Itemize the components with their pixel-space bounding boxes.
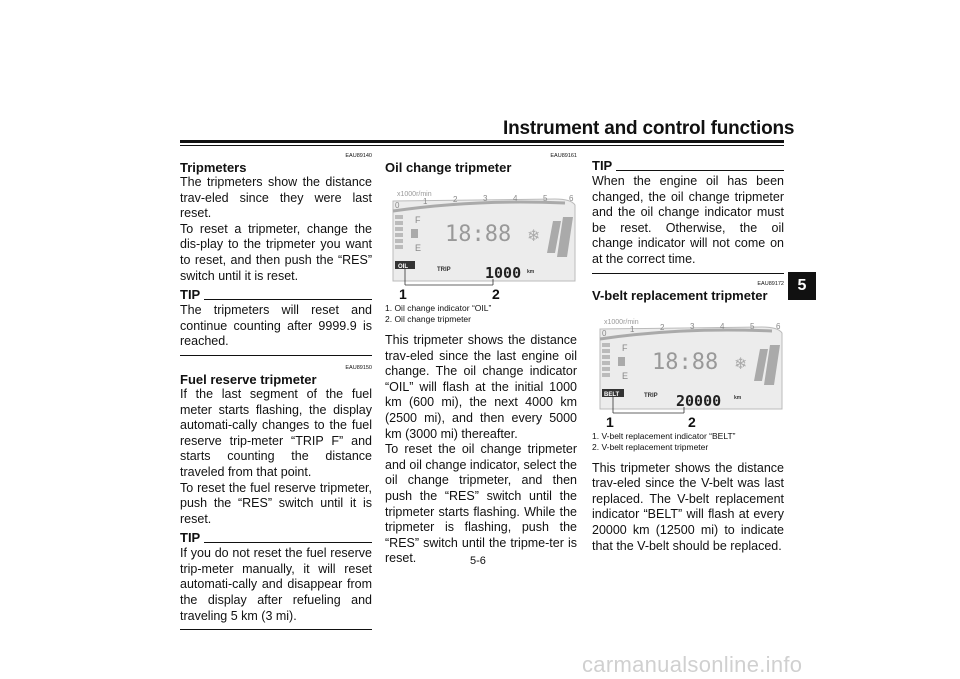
callout-2: 2 <box>492 286 500 301</box>
clock-display: 18:88 <box>652 349 719 375</box>
tick-label: 3 <box>483 194 488 203</box>
rpm-label: x1000r/min <box>604 318 639 326</box>
snowflake-icon: ❄ <box>527 226 541 245</box>
trip-value: 20000 <box>676 391 722 410</box>
trip-label: TRIP <box>644 392 658 399</box>
callout-1: 1 <box>606 413 614 429</box>
tip-header <box>180 530 372 546</box>
page-number: 5-6 <box>470 555 486 567</box>
tip-end-rule <box>592 268 784 274</box>
tick-label: 0 <box>602 328 607 338</box>
tip-end-rule <box>180 350 372 356</box>
heading-fuel-reserve: Fuel reserve tripmeter <box>180 371 317 387</box>
fuel-pump-icon <box>618 357 625 366</box>
tick-label: 1 <box>423 197 428 206</box>
instrument-display-illustration <box>385 181 577 301</box>
tip-label: TIP <box>180 530 201 546</box>
oil-indicator-text: OIL <box>398 264 408 270</box>
figure-caption: 2. Oil change tripmeter <box>385 314 471 324</box>
fuel-pump-icon <box>411 229 418 238</box>
tip-header <box>592 158 784 174</box>
paragraph: To reset the fuel reserve tripmeter, push the “RES” switch until it is reset. <box>180 480 372 526</box>
oil-figure <box>385 181 577 301</box>
tip-header <box>180 287 372 303</box>
unit-label: km <box>734 394 742 401</box>
tip-text: When the engine oil has been changed, the oil change tripmeter and the oil change indicator must be reset. Otherwise, the oil change indicator will not come on at the correct time. <box>592 174 784 266</box>
chapter-tab: 5 <box>788 272 816 300</box>
tip-text: The tripmeters will reset and continue counting after 9999.9 is reached. <box>180 303 372 349</box>
belt-indicator-text: BELT <box>604 391 620 398</box>
fuel-full-label: F <box>415 215 421 225</box>
tick-label: 2 <box>453 195 458 204</box>
column-2 <box>385 150 577 567</box>
unit-label: km <box>527 269 535 275</box>
figure-caption: 1. V-belt replacement indicator “BELT” <box>592 430 736 441</box>
paragraph: This tripmeter shows the distance trav-eled since the V-belt was last replaced. The V-belt replacement indicator “BELT” will flash at every 20000 km (12500 mi) to indicate that the V-belt should be replaced. <box>592 460 784 553</box>
belt-figure <box>592 309 784 429</box>
tick-label: 4 <box>513 194 518 203</box>
fuel-empty-label: E <box>622 370 629 381</box>
watermark: carmanualsonline.info <box>582 652 803 677</box>
section-code: EAU89140 <box>345 153 372 159</box>
tick-label: 0 <box>395 201 400 210</box>
fuel-empty-label: E <box>415 243 422 253</box>
heading-v-belt: V-belt replacement tripmeter <box>592 287 768 303</box>
trip-label: TRIP <box>437 267 451 273</box>
paragraph: To reset the oil change tripmeter and oil change indicator, select the oil change tripmeter, and then push the “RES” switch until the tripmeter starts flashing. While the tripmeter is flashing, push the “RES” switch until the tripme-ter is reset. <box>385 442 577 566</box>
tip-text: If you do not reset the fuel reserve trip-meter manually, it will reset automati-cally and disappear from the display after refueling and traveling 5 km (3 mi). <box>180 546 372 623</box>
callout-2: 2 <box>688 413 696 429</box>
figure-caption: 1. Oil change indicator “OIL” <box>385 303 492 313</box>
instrument-display-illustration <box>592 309 784 429</box>
tick-label: 6 <box>776 321 781 331</box>
paragraph: To reset a tripmeter, change the dis-play to the tripmeter you want to reset, and then push the “RES” switch until it is reset. <box>180 221 372 283</box>
header-rule <box>180 140 784 143</box>
header-rule-thin <box>180 145 784 146</box>
tick-label: 6 <box>569 194 574 203</box>
paragraph: If the last segment of the fuel meter starts flashing, the display automati-cally changes to the fuel reserve trip-meter “TRIP F” and starts counting the distance traveled from that point. <box>180 386 372 479</box>
paragraph: The tripmeters show the distance trav-eled since they were last reset. <box>180 175 372 221</box>
callout-1: 1 <box>399 286 407 301</box>
section-code: EAU89172 <box>757 280 784 287</box>
tip-end-rule <box>180 624 372 630</box>
tick-label: 5 <box>543 194 548 203</box>
clock-display: 18:88 <box>445 222 512 247</box>
tick-label: 5 <box>750 321 755 331</box>
trip-value: 1000 <box>485 264 522 282</box>
fuel-full-label: F <box>622 342 628 353</box>
column-3 <box>592 150 784 554</box>
paragraph: This tripmeter shows the distance trav-eled since the last engine oil change. The oil change indicator “OIL” will flash at the initial 1000 km (600 mi), the next 4000 km (2500 mi), and then every 5000 km (3000 mi) thereafter. <box>385 333 577 441</box>
heading-oil-change: Oil change tripmeter <box>385 160 512 175</box>
snowflake-icon: ❄ <box>734 353 748 373</box>
column-1 <box>180 150 372 632</box>
page-header-title: Instrument and control functions <box>503 118 795 139</box>
tick-label: 3 <box>690 321 695 331</box>
heading-tripmeters: Tripmeters <box>180 160 247 175</box>
tip-label: TIP <box>180 287 201 303</box>
tip-label: TIP <box>592 158 613 173</box>
tick-label: 4 <box>720 321 725 331</box>
rpm-label: x1000r/min <box>397 191 432 198</box>
tick-label: 2 <box>660 322 665 332</box>
section-code: EAU89150 <box>345 364 372 371</box>
figure-caption: 2. V-belt replacement tripmeter <box>592 441 709 452</box>
tick-label: 1 <box>630 324 635 334</box>
section-code: EAU89161 <box>550 153 577 159</box>
